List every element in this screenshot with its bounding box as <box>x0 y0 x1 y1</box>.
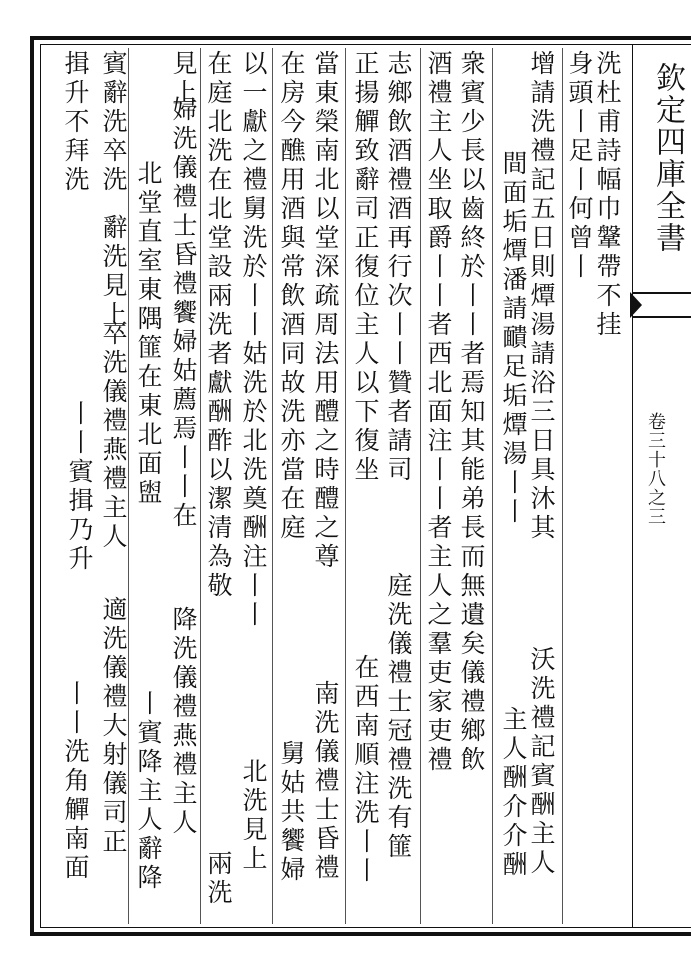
text-column: 揖升不拜洗 <box>61 50 90 195</box>
column-rule <box>562 48 563 924</box>
text-column: 庭洗儀禮士冠禮洗有篚 <box>384 572 413 862</box>
book-title: 欽定四庫全書 <box>650 62 685 254</box>
column-rule <box>492 48 493 924</box>
text-column: 降洗儀禮燕禮主人 <box>169 606 198 838</box>
column-rule <box>272 48 273 924</box>
text-column: 婦洗儀禮士昏禮饗婦姑薦焉丨丨在 <box>169 96 198 531</box>
text-column: 洗杜甫詩幅巾鞶帶不挂 <box>593 50 622 340</box>
column-rule <box>345 48 346 924</box>
text-column: 志鄉飲酒禮酒再行次丨丨贊者請司 <box>384 50 413 485</box>
text-column: 當東榮南北以堂深疏周法用醴之時醴之尊 <box>311 50 340 572</box>
text-column: 在庭北洗在北堂設兩洗者獻酬酢以潔清為敬 <box>204 50 233 601</box>
text-column: 見上 <box>169 50 198 108</box>
text-column: 南洗儀禮士昏禮 <box>311 680 340 883</box>
text-column: 以一獻之禮舅洗於丨丨姑洗於北洗奠酬注丨丨 <box>239 50 268 630</box>
margin-rule <box>632 44 633 928</box>
text-column: 辭洗見上 <box>99 214 128 330</box>
text-column: 間面垢燂潘請靧足垢燂湯丨丨 <box>499 150 528 527</box>
text-column: 北堂直室東隅篚在東北面盥 <box>134 160 163 508</box>
text-column: 卒洗儀禮燕禮主人 <box>99 320 128 552</box>
text-column: 丨丨洗角觶南面 <box>61 680 90 883</box>
text-column: 在房今醮用酒與常飲酒同故洗亦當在庭 <box>277 50 306 543</box>
text-column: 兩洗 <box>204 850 233 908</box>
text-column: 舅姑共饗婦 <box>277 740 306 885</box>
volume-label: 卷三十八之三 <box>645 412 666 526</box>
text-column: 丨丨賓揖乃升 <box>65 400 94 574</box>
text-column: 增請洗禮記五日則燂湯請浴三日具沐其 <box>527 50 556 543</box>
column-rule <box>200 48 201 924</box>
text-column: 適洗儀禮大射儀司正 <box>99 596 128 857</box>
text-column: 酒禮主人坐取爵丨丨者西北面注丨丨者主人之羣吏家吏禮 <box>424 50 453 775</box>
text-column: 主人酬介介酬 <box>499 706 528 880</box>
text-column: 沃洗禮記賓酬主人 <box>527 646 556 878</box>
column-rule <box>420 48 421 924</box>
column-rule <box>128 48 129 924</box>
fishtail-mark <box>632 292 691 318</box>
text-column: 北洗見上 <box>239 758 268 874</box>
text-column: 賓辭洗卒洗 <box>99 50 128 195</box>
text-column: 身頭丨足丨何曾丨 <box>565 50 594 282</box>
text-column: 衆賓少長以齒終於丨丨者焉知其能弟長而無遺矣儀禮鄉飲 <box>457 50 486 775</box>
text-column: 正揚觶致辭司正復位主人以下復坐 <box>351 50 380 485</box>
text-column: 丨賓降主人辭降 <box>134 690 163 893</box>
text-column: 在西南順注洗丨丨 <box>351 654 380 886</box>
